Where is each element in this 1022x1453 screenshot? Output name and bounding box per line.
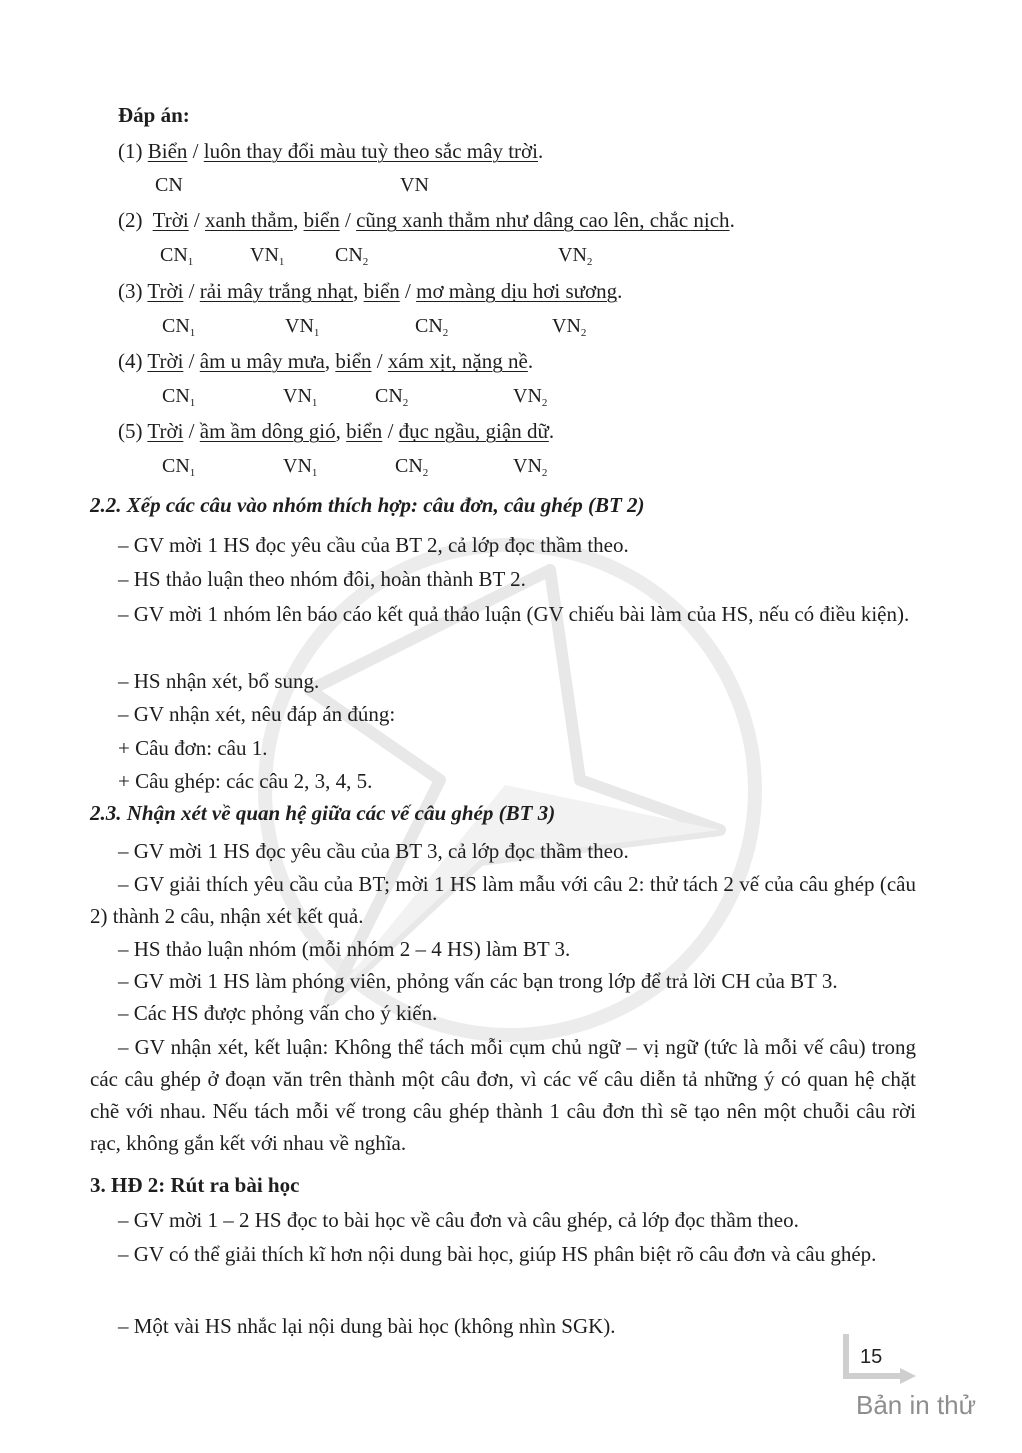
label-cn1: $CN_1$ (162, 315, 196, 339)
paragraph: – Các HS được phỏng vấn cho ý kiến. (118, 1001, 438, 1025)
label-vn1: $VN_1$ (250, 244, 285, 268)
label-cn2: $CN_2$ (395, 455, 429, 479)
paragraph: – GV giải thích yêu cầu của BT; mời 1 HS làm mẫu với câu 2: thử tách 2 vế của câu ghép (câu 2) thành 2 câu, nhận xét kết quả. (90, 872, 916, 928)
label-vn2: $VN_2$ (513, 455, 548, 479)
label-vn1: $VN_1$ (283, 455, 318, 479)
sentence-4: (4) Trời / âm u mây mưa, biển / xám xịt, nặng nề. (118, 349, 534, 373)
paragraph: – GV mời 1 HS đọc yêu cầu của BT 2, cả lớp đọc thầm theo. (118, 533, 629, 557)
page-number: 15 (860, 1346, 883, 1368)
paragraph: – Một vài HS nhắc lại nội dung bài học (không nhìn SGK). (118, 1314, 616, 1338)
label-vn2: $VN_2$ (558, 244, 593, 268)
paragraph: – GV mời 1 HS làm phóng viên, phỏng vấn các bạn trong lớp để trả lời CH của BT 3. (118, 969, 838, 993)
section-heading-2-2: 2.2. Xếp các câu vào nhóm thích hợp: câu đơn, câu ghép (BT 2) (90, 493, 645, 517)
answer-heading: Đáp án: (118, 103, 190, 127)
section-heading-3: 3. HĐ 2: Rút ra bài học (90, 1173, 300, 1197)
label-cn2: $CN_2$ (335, 244, 369, 268)
sentence-5: (5) Trời / ầm ầm dông gió, biển / đục ngầu, giận dữ. (118, 419, 555, 443)
label-cn2: $CN_2$ (375, 385, 409, 409)
paragraph: – HS nhận xét, bổ sung. (118, 669, 320, 693)
section-heading-2-3: 2.3. Nhận xét về quan hệ giữa các vế câu ghép (BT 3) (90, 801, 556, 825)
label-vn2: $VN_2$ (513, 385, 548, 409)
paragraph: – GV mời 1 HS đọc yêu cầu của BT 3, cả lớp đọc thầm theo. (118, 839, 629, 863)
paragraph: – HS thảo luận nhóm (mỗi nhóm 2 – 4 HS) làm BT 3. (118, 937, 571, 961)
label-cn1: $CN_1$ (162, 385, 196, 409)
paragraph: – HS thảo luận theo nhóm đôi, hoàn thành BT 2. (118, 567, 526, 591)
label-cn1: $CN_1$ (160, 244, 194, 268)
label-cn2: $CN_2$ (415, 315, 449, 339)
label-cn1: $CN_1$ (162, 455, 196, 479)
sentence-1: (1) Biển / luôn thay đổi màu tuỳ theo sắc mây trời. (118, 139, 544, 163)
label-vn1: $VN_1$ (285, 315, 320, 339)
label-cn: CN (155, 174, 183, 196)
paragraph: – GV mời 1 nhóm lên báo cáo kết quả thảo luận (GV chiếu bài làm của HS, nếu có điều kiện). (118, 602, 910, 626)
paragraph: – GV nhận xét, nêu đáp án đúng: (118, 702, 396, 726)
paragraph: – GV có thể giải thích kĩ hơn nội dung bài học, giúp HS phân biệt rõ câu đơn và câu ghép. (118, 1242, 877, 1266)
paragraph: – GV nhận xét, kết luận: Không thể tách mỗi cụm chủ ngữ – vị ngữ (tức là mỗi vế câu) trong các câu ghép ở đoạn văn trên thành một câu đơn, vì các vế câu diễn tả những ý có quan hệ chặt chẽ với nhau. Nếu tách mỗi vế trong câu ghép thành 1 câu đơn thì sẽ tạo nên một chuỗi câu rời rạc, không gắn kết với nhau về nghĩa. (90, 1035, 916, 1155)
paragraph: + Câu đơn: câu 1. (118, 736, 268, 760)
paragraph: + Câu ghép: các câu 2, 3, 4, 5. (118, 769, 373, 793)
label-vn1: $VN_1$ (283, 385, 318, 409)
label-vn2: $VN_2$ (552, 315, 587, 339)
sentence-2: (2) Trời / xanh thẳm, biển / cũng xanh thẳm như dâng cao lên, chắc nịch. (118, 208, 735, 232)
draft-watermark-text: Bản in thử (856, 1390, 977, 1420)
paragraph: – GV mời 1 – 2 HS đọc to bài học về câu đơn và câu ghép, cả lớp đọc thầm theo. (118, 1208, 799, 1232)
sentence-3: (3) Trời / rải mây trắng nhạt, biển / mơ màng dịu hơi sương. (118, 279, 623, 303)
label-vn: VN (400, 174, 429, 196)
